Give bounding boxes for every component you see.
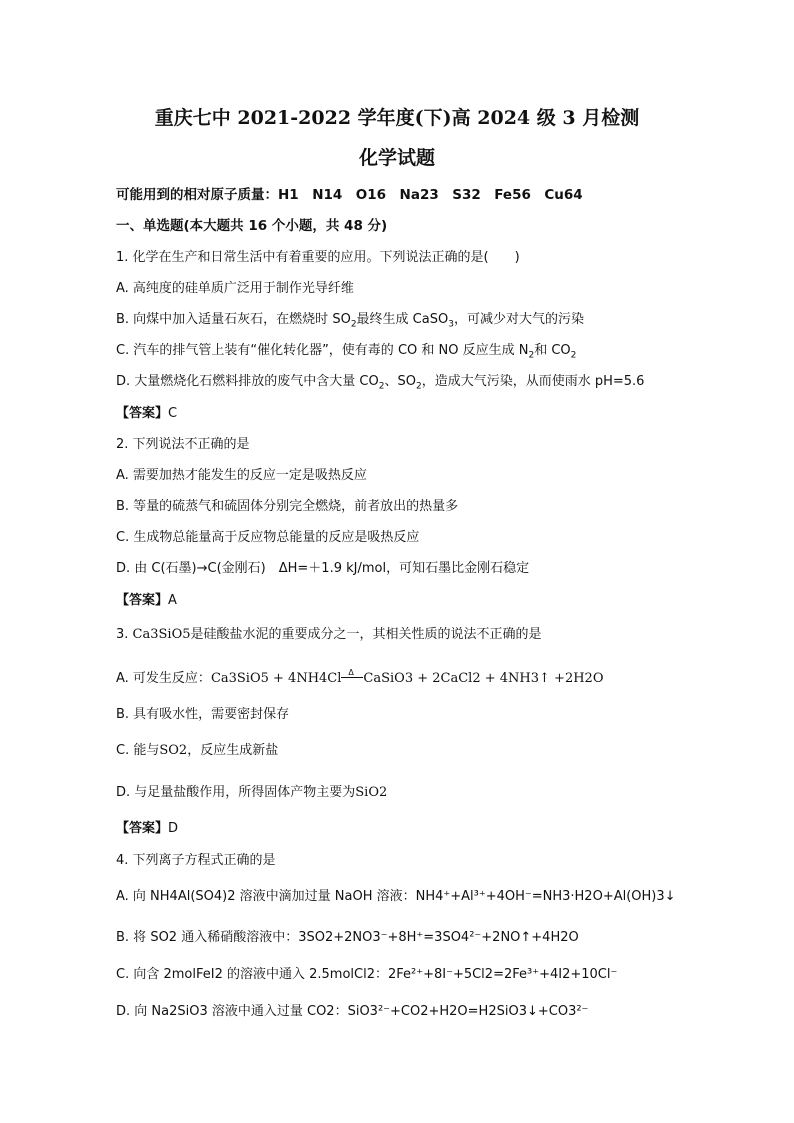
q2-option-d: D. 由 C(石墨)→C(金刚石) ΔH=＋1.9 kJ/mol，可知石墨比金刚石稳定 <box>116 561 530 576</box>
page-title: 重庆七中 2021-2022 学年度(下)高 2024 级 3 月检测 <box>154 107 640 129</box>
answer-value: C <box>168 406 178 421</box>
q1-option-c: C. 汽车的排气管上装有“催化转化器”，使有毒的 CO 和 NO 反应生成 $N_2$和 $CO_2$ <box>116 343 577 361</box>
page-subtitle: 化学试题 <box>358 147 435 169</box>
q3-option-d: D. 与足量盐酸作用，所得固体产物主要为SiO2 <box>116 785 388 800</box>
answer-value: D <box>168 821 179 836</box>
q2-option-c: C. 生成物总能量高于反应物总能量的反应是吸热反应 <box>116 530 420 545</box>
q2-option-a: A. 需要加热才能发生的反应一定是吸热反应 <box>116 468 367 483</box>
q2-option-b: B. 等量的硫蒸气和硫固体分别完全燃烧，前者放出的热量多 <box>116 499 459 514</box>
answer-label: 【答案】 <box>116 593 169 608</box>
q4-option-b: B. 将 SO2 通入稀硝酸溶液中：3SO2+2NO3⁻+8H⁺=3SO4²⁻+2NO↑+4H2O <box>116 930 579 945</box>
q4-option-d: D. 向 Na2SiO3 溶液中通入过量 CO2：SiO3²⁻+CO2+H2O=H2SiO3↓+CO3²⁻ <box>116 1004 589 1019</box>
q2-answer <box>116 592 177 610</box>
q3-stem: 3. Ca3SiO5是硅酸盐水泥的重要成分之一，其相关性质的说法不正确的是 <box>116 627 542 642</box>
q1-option-a: A. 高纯度的硅单质广泛用于制作光导纤维 <box>116 281 354 296</box>
q1-answer <box>116 405 177 423</box>
answer-label: 【答案】 <box>116 821 169 836</box>
heating-arrow-icon: Δ <box>341 670 363 684</box>
q2-stem: 2. 下列说法不正确的是 <box>116 437 250 452</box>
q1-option-b: B. 向煤中加入适量石灰石，在燃烧时 $SO_2$最终生成 CaSO$_3$，可减少对大气的污染 <box>116 312 584 330</box>
answer-value: A <box>168 593 177 608</box>
q3-option-a: A. 可发生反应：Ca3SiO5 + 4NH4Cl Δ CaSiO3 + 2CaCl2 + 4NH3↑ +2H2O <box>116 668 604 686</box>
q4-option-a: A. 向 NH4Al(SO4)2 溶液中滴加过量 NaOH 溶液：NH4⁺+Al³⁺+4OH⁻=NH3·H2O+Al(OH)3↓ <box>116 889 676 904</box>
q1-option-d: D. 大量燃烧化石燃料排放的废气中含大量 $CO_2$、$SO_2$，造成大气污染，从而使雨水 pH=5.6 <box>116 374 645 392</box>
q3-answer <box>116 820 178 838</box>
answer-label: 【答案】 <box>116 406 169 421</box>
q4-option-c: C. 向含 2molFeI2 的溶液中通入 2.5molCl2：2Fe²⁺+8I⁻+5Cl2=2Fe³⁺+4I2+10Cl⁻ <box>116 967 618 982</box>
section-heading: 一、单选题(本大题共 16 个小题，共 48 分) <box>116 218 388 234</box>
q1-stem: 1. 化学在生产和日常生活中有着重要的应用。下列说法正确的是( ) <box>116 250 520 265</box>
atomic-mass-line: 可能用到的相对原子质量：H1 N14 O16 Na23 S32 Fe56 Cu64 <box>116 187 583 203</box>
q3-option-c: C. 能与SO2，反应生成新盐 <box>116 743 279 758</box>
q4-stem: 4. 下列离子方程式正确的是 <box>116 853 276 868</box>
q3-option-b: B. 具有吸水性，需要密封保存 <box>116 707 290 722</box>
q3-formula: Ca3SiO5 <box>132 627 191 642</box>
